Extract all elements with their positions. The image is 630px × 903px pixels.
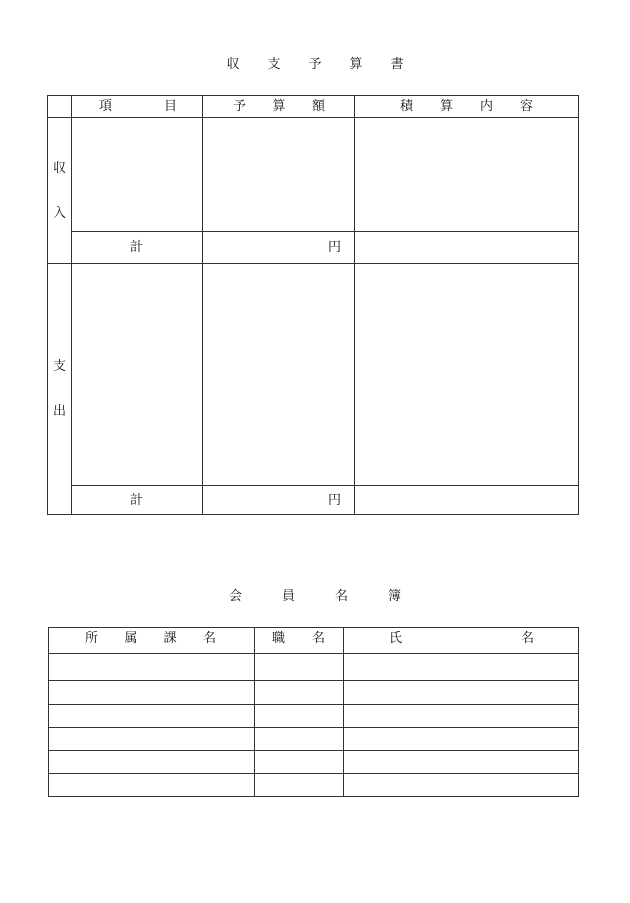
title-char: 算	[349, 57, 363, 72]
title-char: 会	[228, 589, 242, 604]
income-label-char: 入	[53, 206, 67, 221]
title-char: 簿	[388, 589, 402, 604]
header-name: 氏 名	[389, 631, 534, 646]
title-char: 書	[390, 57, 404, 72]
title-char: 名	[335, 589, 349, 604]
expense-label-char: 支	[53, 359, 67, 374]
budget-table	[47, 95, 579, 515]
header-department: 所 属 課 名	[85, 631, 216, 646]
roster-row-divider	[48, 750, 579, 751]
item-column-divider	[202, 95, 203, 515]
title-char: 収	[226, 57, 240, 72]
expense-total-label: 計	[130, 493, 144, 508]
roster-title	[0, 585, 630, 604]
title-char: 予	[308, 57, 322, 72]
roster-row-divider	[48, 727, 579, 728]
roster-row-divider	[48, 773, 579, 774]
category-column-divider	[71, 95, 72, 515]
income-total-unit: 円	[328, 240, 342, 255]
budget-title	[0, 53, 630, 72]
amount-column-divider	[354, 95, 355, 515]
header-item: 項 目	[99, 99, 177, 114]
title-char: 支	[267, 57, 281, 72]
header-detail: 積 算 内 容	[400, 99, 533, 114]
expense-total-unit: 円	[328, 493, 342, 508]
budget-header-divider	[47, 117, 579, 118]
roster-row-divider	[48, 704, 579, 705]
roster-row-divider	[48, 680, 579, 681]
income-expense-divider	[47, 263, 579, 264]
income-total-label: 計	[130, 240, 144, 255]
expense-total-divider	[71, 485, 579, 486]
expense-label-char: 出	[53, 404, 67, 419]
income-label-char: 収	[53, 161, 67, 176]
header-amount: 予 算 額	[233, 99, 325, 114]
header-position: 職 名	[272, 631, 325, 646]
income-total-divider	[71, 231, 579, 232]
roster-row-divider	[48, 653, 579, 654]
title-char: 員	[281, 589, 295, 604]
